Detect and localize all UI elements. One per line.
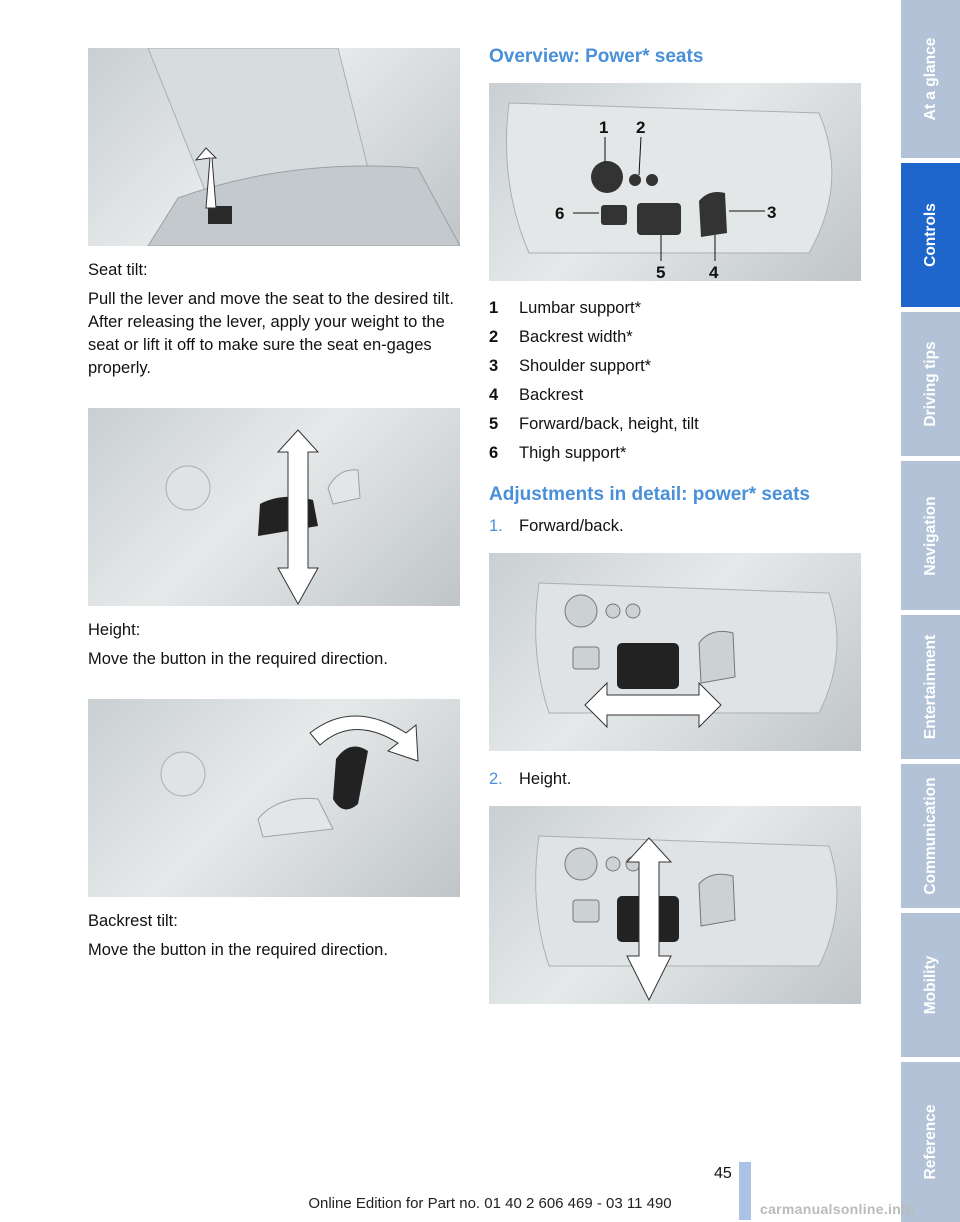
height-caption: Height: — [88, 621, 141, 639]
tilt-lever — [208, 206, 232, 224]
tab-reference[interactable]: Reference — [901, 1062, 960, 1222]
step-item: 2. Height. — [489, 770, 572, 788]
list-item: 1 Lumbar support* — [489, 299, 641, 317]
seat-tilt-text: Pull the lever and move the seat to the desired tilt. After releasing the lever, apply your weight to the seat or lift it off to make sure the seat en-gages properly. — [88, 290, 454, 377]
overview-list — [489, 294, 861, 468]
height-text: Move the button in the required direction. — [88, 650, 388, 668]
right-column — [489, 44, 861, 1004]
callout-4: 4 — [709, 263, 719, 281]
tab-mobility[interactable]: Mobility — [901, 913, 960, 1057]
seat-tilt-illustration — [88, 48, 460, 246]
callout-3: 3 — [767, 203, 777, 222]
height-figure — [88, 408, 460, 606]
tab-communication[interactable]: Communication — [901, 764, 960, 908]
step-item: 1. Forward/back. — [489, 517, 624, 535]
callout-2: 2 — [636, 118, 646, 137]
list-item: 3 Shoulder support* — [489, 357, 652, 375]
overview-figure — [489, 83, 861, 281]
overview-heading: Overview: Power* seats — [489, 46, 704, 67]
step-list-1 — [489, 512, 861, 541]
tab-at-a-glance[interactable]: At a glance — [901, 0, 960, 158]
list-item: 6 Thigh support* — [489, 444, 627, 462]
left-column — [88, 48, 460, 962]
control-panel-illustration — [489, 83, 861, 281]
backrest-tilt-illustration — [88, 699, 460, 897]
tab-entertainment[interactable]: Entertainment — [901, 615, 960, 759]
list-item: 4 Backrest — [489, 386, 584, 404]
seat-tilt-caption: Seat tilt: — [88, 261, 148, 279]
list-item: 2 Backrest width* — [489, 328, 633, 346]
seat-tilt-figure — [88, 48, 460, 246]
detail-heading: Adjustments in detail: power* seats — [489, 484, 810, 505]
watermark: carmanualsonline.info — [760, 1201, 915, 1217]
height-illustration — [88, 408, 460, 606]
height-power-illustration — [489, 806, 861, 1004]
height-power-figure — [489, 806, 861, 1004]
tab-navigation[interactable]: Navigation — [901, 461, 960, 610]
backrest-text: Move the button in the required direction. — [88, 941, 388, 959]
backrest-tilt-figure — [88, 699, 460, 897]
backrest-button — [333, 747, 368, 810]
forward-back-illustration — [489, 553, 861, 751]
list-item: 5 Forward/back, height, tilt — [489, 415, 699, 433]
chapter-tabs — [901, 0, 960, 1222]
page-number: 45 — [714, 1165, 732, 1182]
callout-5: 5 — [656, 263, 666, 281]
tab-controls[interactable]: Controls — [901, 163, 960, 307]
callout-6: 6 — [555, 204, 565, 223]
step-list-2 — [489, 765, 861, 794]
tab-driving-tips[interactable]: Driving tips — [901, 312, 960, 456]
forward-back-figure — [489, 553, 861, 751]
backrest-caption: Backrest tilt: — [88, 912, 178, 930]
footer-text: Online Edition for Part no. 01 40 2 606 469 - 03 11 490 — [308, 1195, 672, 1212]
callout-1: 1 — [599, 118, 609, 137]
